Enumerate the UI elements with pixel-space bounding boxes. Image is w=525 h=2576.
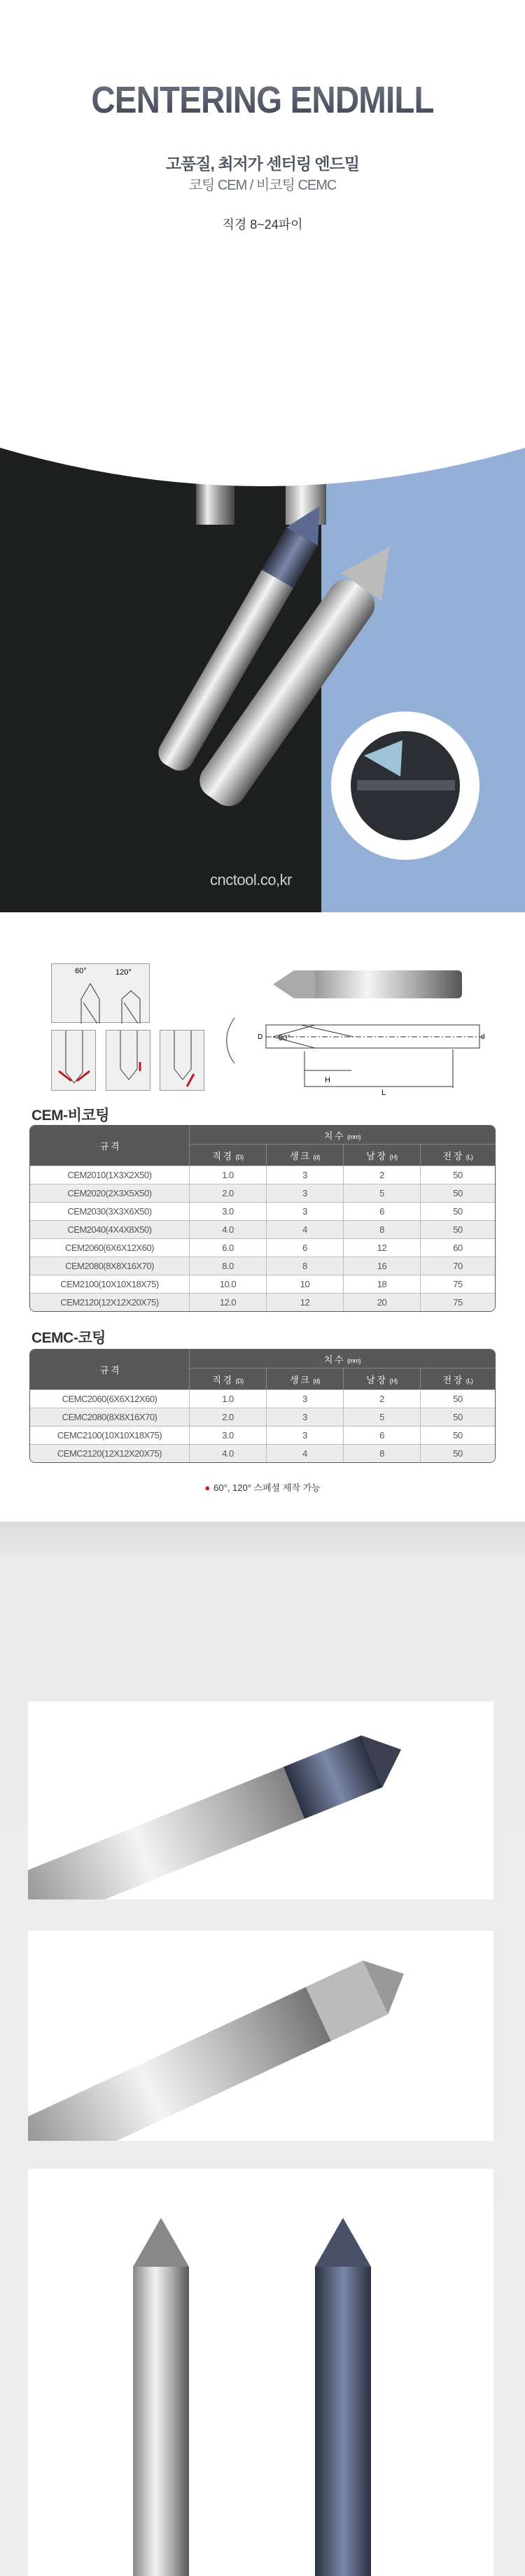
spec-table-cemc — [29, 1349, 496, 1463]
column-header: 전 장 (L) — [420, 1145, 495, 1166]
product-photo-2 — [28, 1931, 493, 2141]
table-cell: 12 — [266, 1293, 343, 1311]
label-H: H — [325, 1076, 330, 1084]
diameter-range: 직경 8~24파이 — [222, 218, 303, 232]
drill-point-icon — [52, 964, 150, 1024]
table-cell: CEM2060(6X6X12X60) — [30, 1238, 189, 1257]
dims-header: 치 수 (mm) — [189, 1126, 495, 1145]
tool-photo — [273, 967, 462, 1002]
spec-header: 규 격 — [30, 1350, 189, 1389]
table-cell: 6.0 — [189, 1238, 266, 1257]
table-row — [30, 1389, 495, 1408]
coating-subtitle: 코팅 CEM / 비코팅 CEMC — [188, 178, 337, 193]
table-row — [30, 1220, 495, 1238]
table-cell: CEMC2080(8X8X16X70) — [30, 1408, 189, 1426]
column-header: 전 장 (L) — [420, 1368, 495, 1389]
table-row — [30, 1293, 495, 1311]
table-cell: 50 — [420, 1408, 495, 1426]
table-cell: 6 — [266, 1238, 343, 1257]
column-header: 직 경 (D) — [189, 1145, 266, 1166]
application-diagram-edge — [106, 1030, 150, 1091]
bullet-icon: ● — [204, 1482, 211, 1493]
table-cell: 10.0 — [189, 1275, 266, 1293]
table-row — [30, 1444, 495, 1462]
table-cell: 8.0 — [189, 1257, 266, 1275]
table-cell: 50 — [420, 1184, 495, 1202]
table-cell: 75 — [420, 1293, 495, 1311]
label-d: d — [481, 1033, 485, 1041]
table-cell: CEM2020(2X3X5X50) — [30, 1184, 189, 1202]
table-cell: 3 — [266, 1408, 343, 1426]
column-header: 날 장 (H) — [343, 1145, 420, 1166]
note-text: 60°, 120° 스페셜 제작 가능 — [214, 1482, 321, 1493]
table-cell: 2.0 — [189, 1408, 266, 1426]
table-cell: 50 — [420, 1389, 495, 1408]
table-cell: 8 — [266, 1257, 343, 1275]
table-cell: 8 — [343, 1444, 420, 1462]
table-cell: CEMC2100(10X10X18X75) — [30, 1426, 189, 1444]
table-cell: 5 — [343, 1184, 420, 1202]
table-cell: CEM2120(12X12X20X75) — [30, 1293, 189, 1311]
column-header: 생 크 (d) — [266, 1145, 343, 1166]
table-cell: 50 — [420, 1444, 495, 1462]
spec-header: 규 격 — [30, 1126, 189, 1166]
column-header: 직 경 (D) — [189, 1368, 266, 1389]
table-cell: 1.0 — [189, 1389, 266, 1408]
product-photo-1 — [28, 1701, 493, 1899]
table-cell: 3 — [266, 1166, 343, 1184]
table-cell: 2.0 — [189, 1184, 266, 1202]
table-cell: 60 — [420, 1238, 495, 1257]
table-cell: CEM2030(3X3X6X50) — [30, 1202, 189, 1220]
table-cell: 4.0 — [189, 1220, 266, 1238]
table-cell: 75 — [420, 1275, 495, 1293]
table-row — [30, 1275, 495, 1293]
table-cell: 3 — [266, 1426, 343, 1444]
column-header: 생 크 (d) — [266, 1368, 343, 1389]
technical-drawing — [224, 1018, 490, 1095]
table-cell: 10 — [266, 1275, 343, 1293]
table-cell: 4.0 — [189, 1444, 266, 1462]
table-row — [30, 1426, 495, 1444]
table-row — [30, 1166, 495, 1184]
table-cell: 5 — [343, 1408, 420, 1426]
table-cell: 50 — [420, 1220, 495, 1238]
table-cell: 50 — [420, 1426, 495, 1444]
table-row — [30, 1202, 495, 1220]
table-cell: CEMC2120(12X12X20X75) — [30, 1444, 189, 1462]
table-cell: 3 — [266, 1389, 343, 1408]
column-header: 날 장 (H) — [343, 1368, 420, 1389]
table-cell: CEM2100(10X10X18X75) — [30, 1275, 189, 1293]
table-cell: CEM2080(8X8X16X70) — [30, 1257, 189, 1275]
table-cell: 16 — [343, 1257, 420, 1275]
table-row — [30, 1408, 495, 1426]
table-cell: 2 — [343, 1389, 420, 1408]
angle-diagram-box — [51, 963, 150, 1023]
table-cell: 50 — [420, 1202, 495, 1220]
angle-90-label: 90° — [279, 1034, 290, 1042]
angle-label-60: 60° — [75, 967, 87, 975]
table-title-cemc: CEMC-코팅 — [31, 1330, 106, 1346]
table-cell: 6 — [343, 1202, 420, 1220]
application-diagram-bevel — [160, 1030, 204, 1091]
table-cell: 18 — [343, 1275, 420, 1293]
table-cell: 6 — [343, 1426, 420, 1444]
table-cell: 1.0 — [189, 1166, 266, 1184]
label-D: D — [258, 1033, 263, 1041]
table-cell: 3.0 — [189, 1426, 266, 1444]
website-text: cnctool.co,kr — [210, 871, 292, 889]
note — [0, 1480, 525, 1494]
subtitle: 고품질, 최저가 센터링 엔드밀 — [165, 155, 360, 173]
hero-product-image — [0, 259, 525, 917]
table-cell: CEMC2060(6X6X12X60) — [30, 1389, 189, 1408]
application-diagram-chamfer — [51, 1030, 96, 1091]
table-title-cem: CEM-비코팅 — [31, 1107, 110, 1124]
product-photo-3 — [28, 2169, 493, 2576]
table-cell: 2 — [343, 1166, 420, 1184]
table-row — [30, 1184, 495, 1202]
table-cell: 12.0 — [189, 1293, 266, 1311]
table-cell: 70 — [420, 1257, 495, 1275]
table-cell: CEM2010(1X3X2X50) — [30, 1166, 189, 1184]
table-cell: 50 — [420, 1166, 495, 1184]
table-cell: 4 — [266, 1220, 343, 1238]
angle-label-120: 120° — [115, 968, 132, 977]
dims-header: 치 수 (mm) — [189, 1350, 495, 1368]
label-L: L — [382, 1089, 386, 1095]
table-cell: 8 — [343, 1220, 420, 1238]
table-row — [30, 1238, 495, 1257]
table-cell: 3 — [266, 1202, 343, 1220]
table-cell: 3.0 — [189, 1202, 266, 1220]
table-cell: CEM2040(4X4X8X50) — [30, 1220, 189, 1238]
table-cell: 20 — [343, 1293, 420, 1311]
page-title: CENTERING ENDMILL — [31, 78, 493, 122]
table-cell: 4 — [266, 1444, 343, 1462]
table-cell: 3 — [266, 1184, 343, 1202]
table-cell: 12 — [343, 1238, 420, 1257]
spec-table-cem — [29, 1125, 496, 1312]
table-row — [30, 1257, 495, 1275]
